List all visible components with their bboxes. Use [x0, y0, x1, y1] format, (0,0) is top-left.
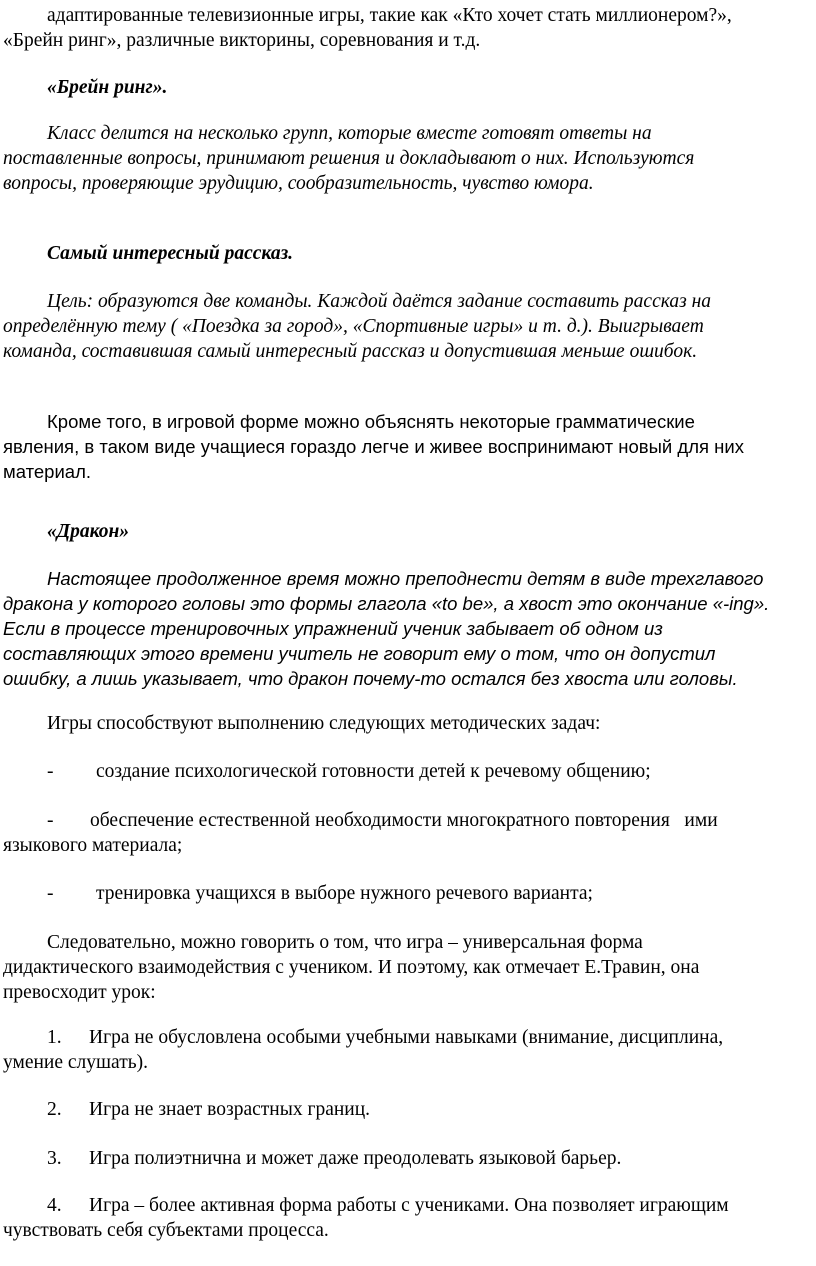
- paragraph-line: «Брейн ринг», различные викторины, соревнования и т.д.: [3, 30, 481, 51]
- bullet-marker: -: [47, 810, 54, 831]
- numbered-item-continuation: чувствовать себя субъектами процесса.: [3, 1220, 329, 1241]
- paragraph-line: дидактического взаимодействия с учеником. И поэтому, как отмечает Е.Травин, она: [3, 957, 700, 978]
- paragraph-line: ошибку, а лишь указывает, что дракон почему-то остался без хвоста или головы.: [3, 668, 738, 689]
- list-item-continuation: языкового материала;: [3, 835, 183, 856]
- list-number: 2.: [47, 1099, 62, 1120]
- paragraph-line: поставленные вопросы, принимают решения и докладывают о них. Используются: [3, 148, 695, 169]
- paragraph-line: превосходит урок:: [3, 982, 156, 1003]
- section-heading: Самый интересный рассказ.: [47, 243, 294, 264]
- paragraph-line: Цель: образуются две команды. Каждой даётся задание составить рассказ на: [47, 291, 712, 312]
- list-number: 4.: [47, 1195, 62, 1216]
- numbered-item: Игра полиэтнична и может даже преодолевать языковой барьер.: [89, 1148, 622, 1169]
- paragraph-line: Если в процессе тренировочных упражнений ученик забывает об одном из: [3, 618, 663, 639]
- section-heading: «Брейн ринг».: [47, 77, 168, 98]
- paragraph-line: вопросы, проверяющие эрудицию, сообразительность, чувство юмора.: [3, 173, 594, 194]
- numbered-item-continuation: умение слушать).: [3, 1052, 148, 1073]
- paragraph-line: Кроме того, в игровой форме можно объяснять некоторые грамматические: [47, 411, 695, 432]
- paragraph-line: Настоящее продолженное время можно преподнести детям в виде трехглавого: [47, 568, 764, 589]
- paragraph-line: явления, в таком виде учащиеся гораздо легче и живее воспринимают новый для них: [3, 436, 744, 457]
- paragraph-line: Следовательно, можно говорить о том, что игра – универсальная форма: [47, 932, 643, 953]
- list-item: создание психологической готовности детей к речевому общению;: [96, 761, 651, 782]
- paragraph-line: составляющих этого времени учитель не говорит ему о том, что он допустил: [3, 643, 716, 664]
- numbered-item: Игра не знает возрастных границ.: [89, 1099, 371, 1120]
- bullet-marker: -: [47, 761, 54, 782]
- list-item: тренировка учащихся в выборе нужного речевого варианта;: [96, 883, 593, 904]
- list-number: 3.: [47, 1148, 62, 1169]
- paragraph-line: материал.: [3, 461, 92, 482]
- paragraph-line: адаптированные телевизионные игры, такие как «Кто хочет стать миллионером?»,: [47, 5, 732, 26]
- numbered-item: Игра – более активная форма работы с учениками. Она позволяет играющим: [89, 1195, 729, 1216]
- paragraph-line: Класс делится на несколько групп, которые вместе готовят ответы на: [47, 123, 652, 144]
- section-heading: «Дракон»: [47, 521, 130, 542]
- paragraph-line: дракона у которого головы это формы глагола «to be», а хвост это окончание «-ing».: [3, 593, 770, 614]
- list-item: обеспечение естественной необходимости многократного повторения ими: [90, 810, 718, 831]
- list-number: 1.: [47, 1027, 62, 1048]
- paragraph-line: Игры способствуют выполнению следующих методических задач:: [47, 713, 601, 734]
- bullet-marker: -: [47, 883, 54, 904]
- paragraph-line: определённую тему ( «Поездка за город», «Спортивные игры» и т. д.). Выигрывает: [3, 316, 704, 337]
- paragraph-line: команда, составившая самый интересный рассказ и допустившая меньше ошибок.: [3, 341, 698, 362]
- numbered-item: Игра не обусловлена особыми учебными навыками (внимание, дисциплина,: [89, 1027, 724, 1048]
